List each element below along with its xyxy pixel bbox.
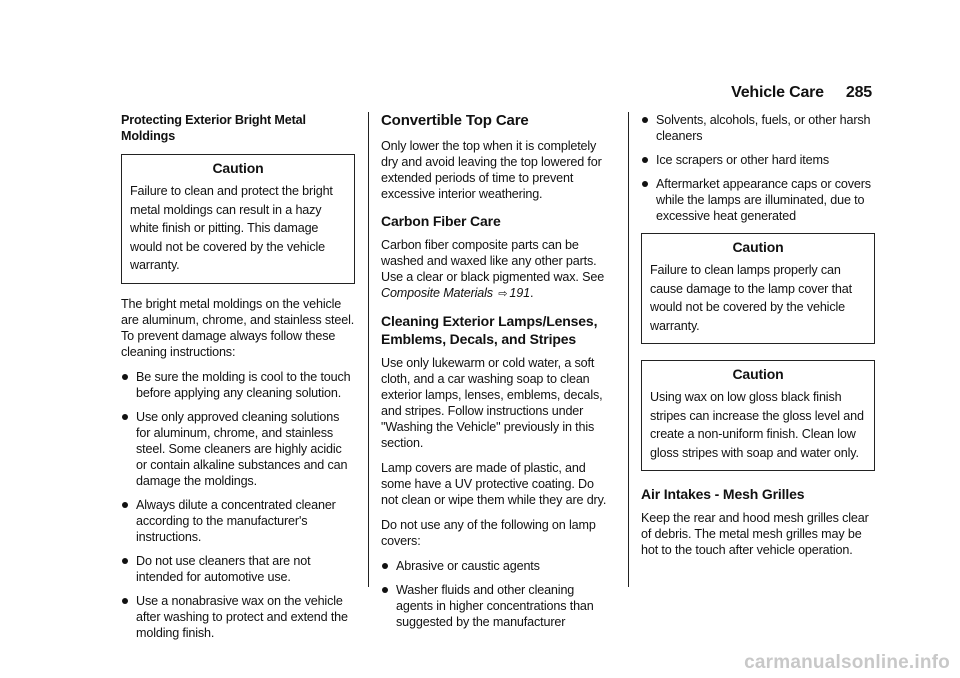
section-title: Vehicle Care bbox=[731, 84, 824, 101]
page-ref-arrow-icon: ⇨ bbox=[498, 288, 508, 300]
column-left bbox=[121, 112, 355, 650]
moldings-intro: The bright metal moldings on the vehicle are aluminum, chrome, and stainless steel. To prevent damage always follow these cleaning instructions: bbox=[121, 296, 355, 359]
caution-box-moldings bbox=[121, 154, 355, 284]
lamps-bullet-list bbox=[381, 558, 613, 630]
list-item: Be sure the molding is cool to the touch before applying any cleaning solution. bbox=[121, 369, 355, 401]
carbon-body bbox=[381, 237, 613, 302]
section-label-moldings: Protecting Exterior Bright Metal Moldings bbox=[121, 113, 306, 143]
moldings-bullet-list bbox=[121, 369, 355, 641]
composite-materials-link[interactable]: Composite Materials bbox=[381, 286, 493, 300]
list-item: Aftermarket appearance caps or covers while the lamps are illuminated, due to excessive heat generated bbox=[641, 176, 875, 224]
list-item: Use a nonabrasive wax on the vehicle after washing to protect and extend the molding finish. bbox=[121, 593, 355, 641]
column-middle bbox=[381, 112, 613, 639]
caution-body: Failure to clean and protect the bright metal moldings can result in a hazy white finish or pitting. This damage would not be covered by the vehicle warranty. bbox=[130, 184, 333, 272]
air-intakes-body: Keep the rear and hood mesh grilles clear of debris. The metal mesh grilles may be hot to the touch after vehicle operation. bbox=[641, 511, 869, 557]
page-number: 285 bbox=[845, 84, 872, 101]
lamps-p1: Use only lukewarm or cold water, a soft cloth, and a car washing soap to clean exterior lamps, lenses, emblems, decals, and stripes. Follow instructions under "Washing the Vehicle" previously in this section. bbox=[381, 356, 603, 450]
convertible-body: Only lower the top when it is completely dry and avoid leaving the top lowered for extended periods of time to prevent excessive interior weathering. bbox=[381, 139, 602, 201]
list-item: Washer fluids and other cleaning agents in higher concentrations than suggested by the manufacturer bbox=[381, 582, 613, 630]
list-item: Ice scrapers or other hard items bbox=[641, 152, 875, 168]
caution-box-lamps bbox=[641, 233, 875, 344]
page-header bbox=[731, 84, 872, 102]
heading-air-intakes: Air Intakes - Mesh Grilles bbox=[641, 486, 805, 502]
caution-body: Using wax on low gloss black finish stripes can increase the gloss level and create a non-uniform finish. Clean low gloss stripes with soap and water only. bbox=[650, 390, 864, 460]
carbon-text: Carbon fiber composite parts can be washed and waxed like any other parts. Use a clear or black pigmented wax. See bbox=[381, 238, 605, 284]
watermark: carmanualsonline.info bbox=[744, 652, 950, 673]
list-item: Always dilute a concentrated cleaner according to the manufacturer's instructions. bbox=[121, 497, 355, 545]
list-item: Use only approved cleaning solutions for aluminum, chrome, and stainless steel. Some cleaners are highly acidic or contain alkaline substances and can damage the moldings. bbox=[121, 409, 355, 489]
list-item: Abrasive or caustic agents bbox=[381, 558, 613, 574]
caution-title: Caution bbox=[732, 366, 784, 382]
carbon-end: . bbox=[529, 286, 534, 300]
heading-convertible-top: Convertible Top Care bbox=[381, 112, 529, 129]
lamps-bullet-list-continued bbox=[641, 112, 875, 224]
list-item: Solvents, alcohols, fuels, or other harsh cleaners bbox=[641, 112, 875, 144]
page-ref-number[interactable]: 191 bbox=[509, 286, 530, 300]
lamps-p3: Do not use any of the following on lamp covers: bbox=[381, 518, 596, 548]
column-right bbox=[641, 112, 875, 567]
list-item: Do not use cleaners that are not intended for automotive use. bbox=[121, 553, 355, 585]
heading-exterior-lamps: Cleaning Exterior Lamps/Lenses, Emblems, Decals, and Stripes bbox=[381, 313, 598, 347]
heading-carbon-fiber: Carbon Fiber Care bbox=[381, 213, 501, 229]
caution-body: Failure to clean lamps properly can cause damage to the lamp cover that would not be covered by the vehicle warranty. bbox=[650, 263, 852, 333]
caution-title: Caution bbox=[732, 239, 784, 255]
lamps-p2: Lamp covers are made of plastic, and some have a UV protective coating. Do not clean or wipe them while they are dry. bbox=[381, 461, 607, 507]
column-divider-left bbox=[368, 112, 369, 587]
caution-box-stripes bbox=[641, 360, 875, 471]
caution-title: Caution bbox=[212, 160, 264, 176]
column-divider-right bbox=[628, 112, 629, 587]
